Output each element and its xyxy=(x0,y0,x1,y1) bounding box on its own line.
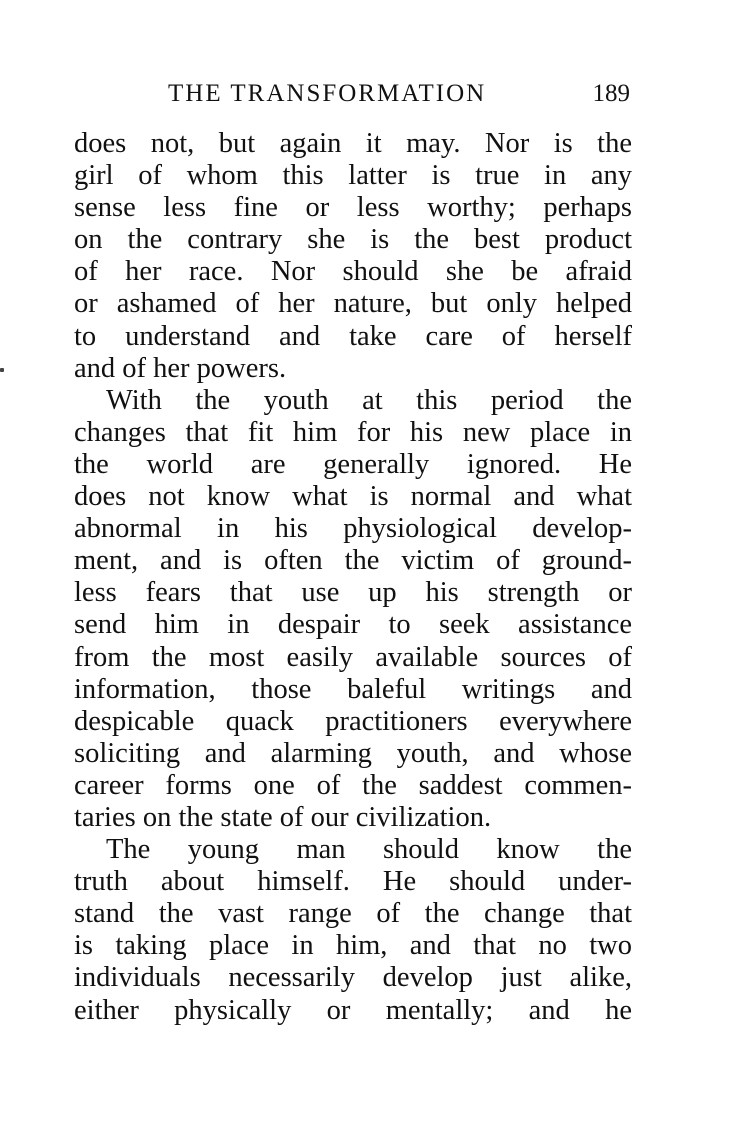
text-line: soliciting and alarming youth, and whose xyxy=(74,737,632,769)
text-line: is taking place in him, and that no two xyxy=(74,930,632,962)
text-line: the world are generally ignored. He xyxy=(74,448,632,480)
text-line: or ashamed of her nature, but only helped xyxy=(74,288,632,320)
text-line: stand the vast range of the change that xyxy=(74,898,632,930)
text-line: despicable quack practitioners everywhere xyxy=(74,705,632,737)
text-line: abnormal in his physiological develop- xyxy=(74,513,632,545)
text-line: and of her powers. xyxy=(74,352,287,384)
text-line: send him in despair to seek assistance xyxy=(74,609,632,641)
text-line: changes that fit him for his new place in xyxy=(74,416,632,448)
text-line: does not, but again it may. Nor is the xyxy=(74,128,632,159)
running-title: THE TRANSFORMATION xyxy=(168,80,487,107)
text-line: either physically or mentally; and he xyxy=(74,994,632,1026)
paragraph-1 xyxy=(74,128,632,385)
text-line: career forms one of the saddest commen- xyxy=(74,769,632,801)
text-line: girl of whom this latter is true in any xyxy=(74,160,632,192)
text-line: taries on the state of our civilization. xyxy=(74,801,492,833)
text-line: from the most easily available sources of xyxy=(74,641,632,673)
text-line: does not know what is normal and what xyxy=(74,481,632,513)
text-line: information, those baleful writings and xyxy=(74,673,632,705)
text-line: less fears that use up his strength or xyxy=(74,577,632,609)
text-line: to understand and take care of herself xyxy=(74,320,632,352)
paragraph-3 xyxy=(74,834,632,1027)
text-line: of her race. Nor should she be afraid xyxy=(74,256,632,288)
text-line: truth about himself. He should under- xyxy=(74,866,632,898)
text-line: individuals necessarily develop just alike, xyxy=(74,962,632,994)
text-line: on the contrary she is the best product xyxy=(74,224,632,256)
running-head xyxy=(168,80,630,114)
page-number: 189 xyxy=(592,80,630,107)
margin-mark xyxy=(0,368,4,372)
text-line: The young man should know the xyxy=(106,834,632,866)
text-line: With the youth at this period the xyxy=(106,384,632,416)
paragraph-2 xyxy=(74,385,632,834)
text-line: ment, and is often the victim of ground- xyxy=(74,545,632,577)
body-text xyxy=(74,128,632,1027)
text-line: sense less fine or less worthy; perhaps xyxy=(74,192,632,224)
